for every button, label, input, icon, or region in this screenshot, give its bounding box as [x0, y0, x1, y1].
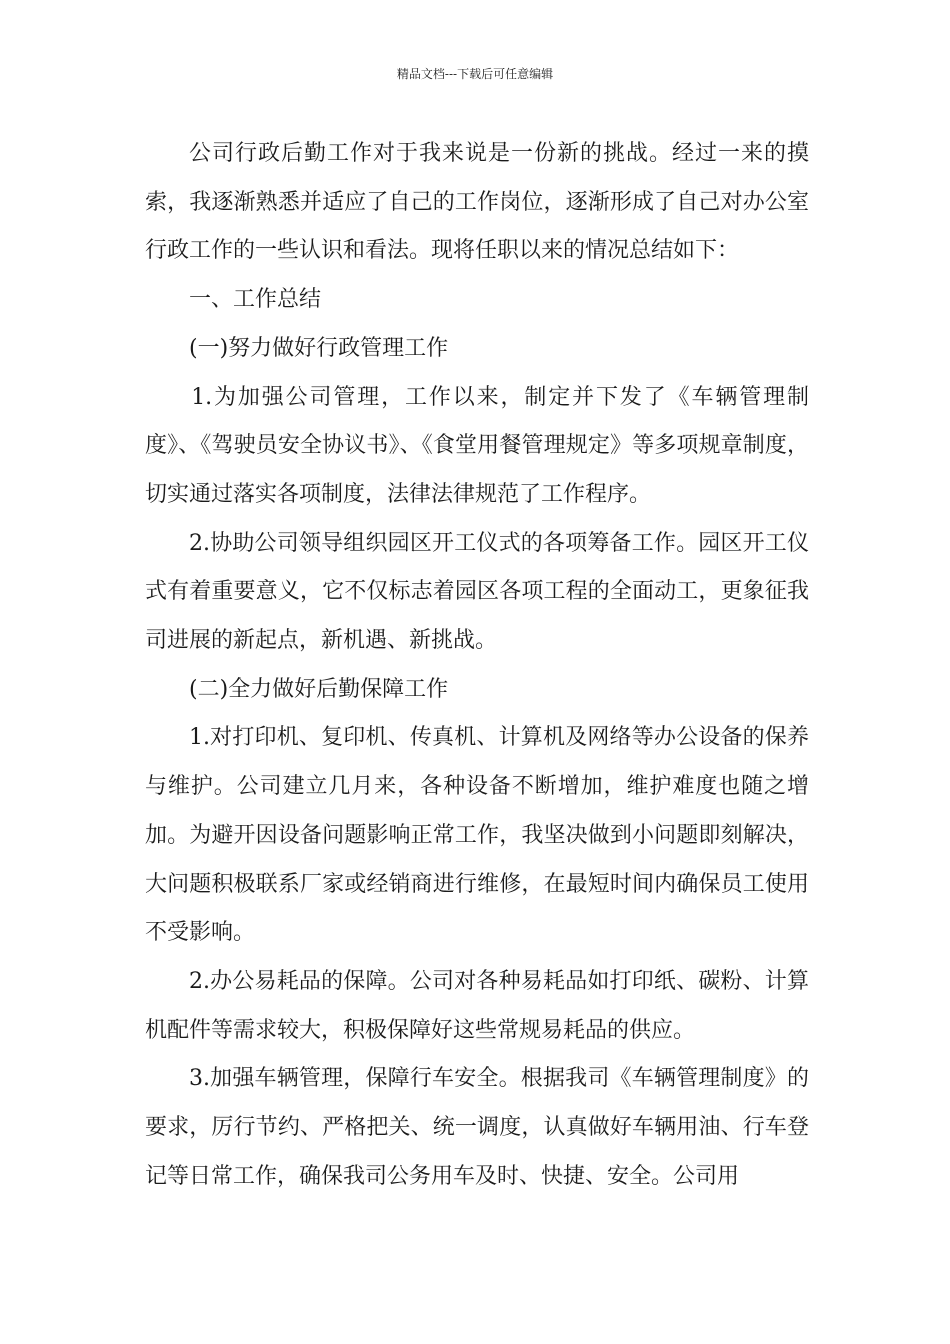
page-header: 精品文档---下载后可任意编辑: [396, 67, 554, 81]
paragraph-logistics-item-3: 3.加强车辆管理，保障行车安全。根据我司《车辆管理制度》的要求，厉行节约、严格把关、统一调度，认真做好车辆用油、行车登记等日常工作，确保我司公务用车及时、快捷、安全。公司用: [145, 1066, 809, 1189]
heading-work-summary: 一、工作总结: [189, 287, 322, 313]
paragraph-admin-item-2: 2.协助公司领导组织园区开工仪式的各项筹备工作。园区开工仪式有着重要意义，它不仅标志着园区各项工程的全面动工，更象征我司进展的新起点，新机遇、新挑战。: [145, 530, 809, 654]
paragraph-logistics-item-2: 2.办公易耗品的保障。公司对各种易耗品如打印纸、碳粉、计算机配件等需求较大，积极保障好这些常规易耗品的供应。: [145, 968, 809, 1043]
document-body: [145, 130, 809, 1201]
subheading-admin-management: (一)努力做好行政管理工作: [189, 335, 449, 361]
paragraph-intro: 公司行政后勤工作对于我来说是一份新的挑战。经过一来的摸索，我逐渐熟悉并适应了自己的工作岗位，逐渐形成了自己对办公室行政工作的一些认识和看法。现将任职以来的情况总结如下：: [145, 141, 809, 264]
paragraph-logistics-item-1: 1.对打印机、复印机、传真机、计算机及网络等办公设备的保养与维护。公司建立几月来，各种设备不断增加，维护难度也随之增加。为避开因设备问题影响正常工作，我坚决做到小问题即刻解决，大问题积极联系厂家或经销商进行维修，在最短时间内确保员工使用不受影响。: [145, 725, 809, 946]
paragraph-admin-item-1: 1.为加强公司管理，工作以来，制定并下发了《车辆管理制度》、《驾驶员安全协议书》、《食堂用餐管理规定》等多项规章制度，切实通过落实各项制度，法律法律规范了工作程序。: [145, 384, 809, 507]
subheading-logistics-support: (二)全力做好后勤保障工作: [189, 676, 449, 702]
